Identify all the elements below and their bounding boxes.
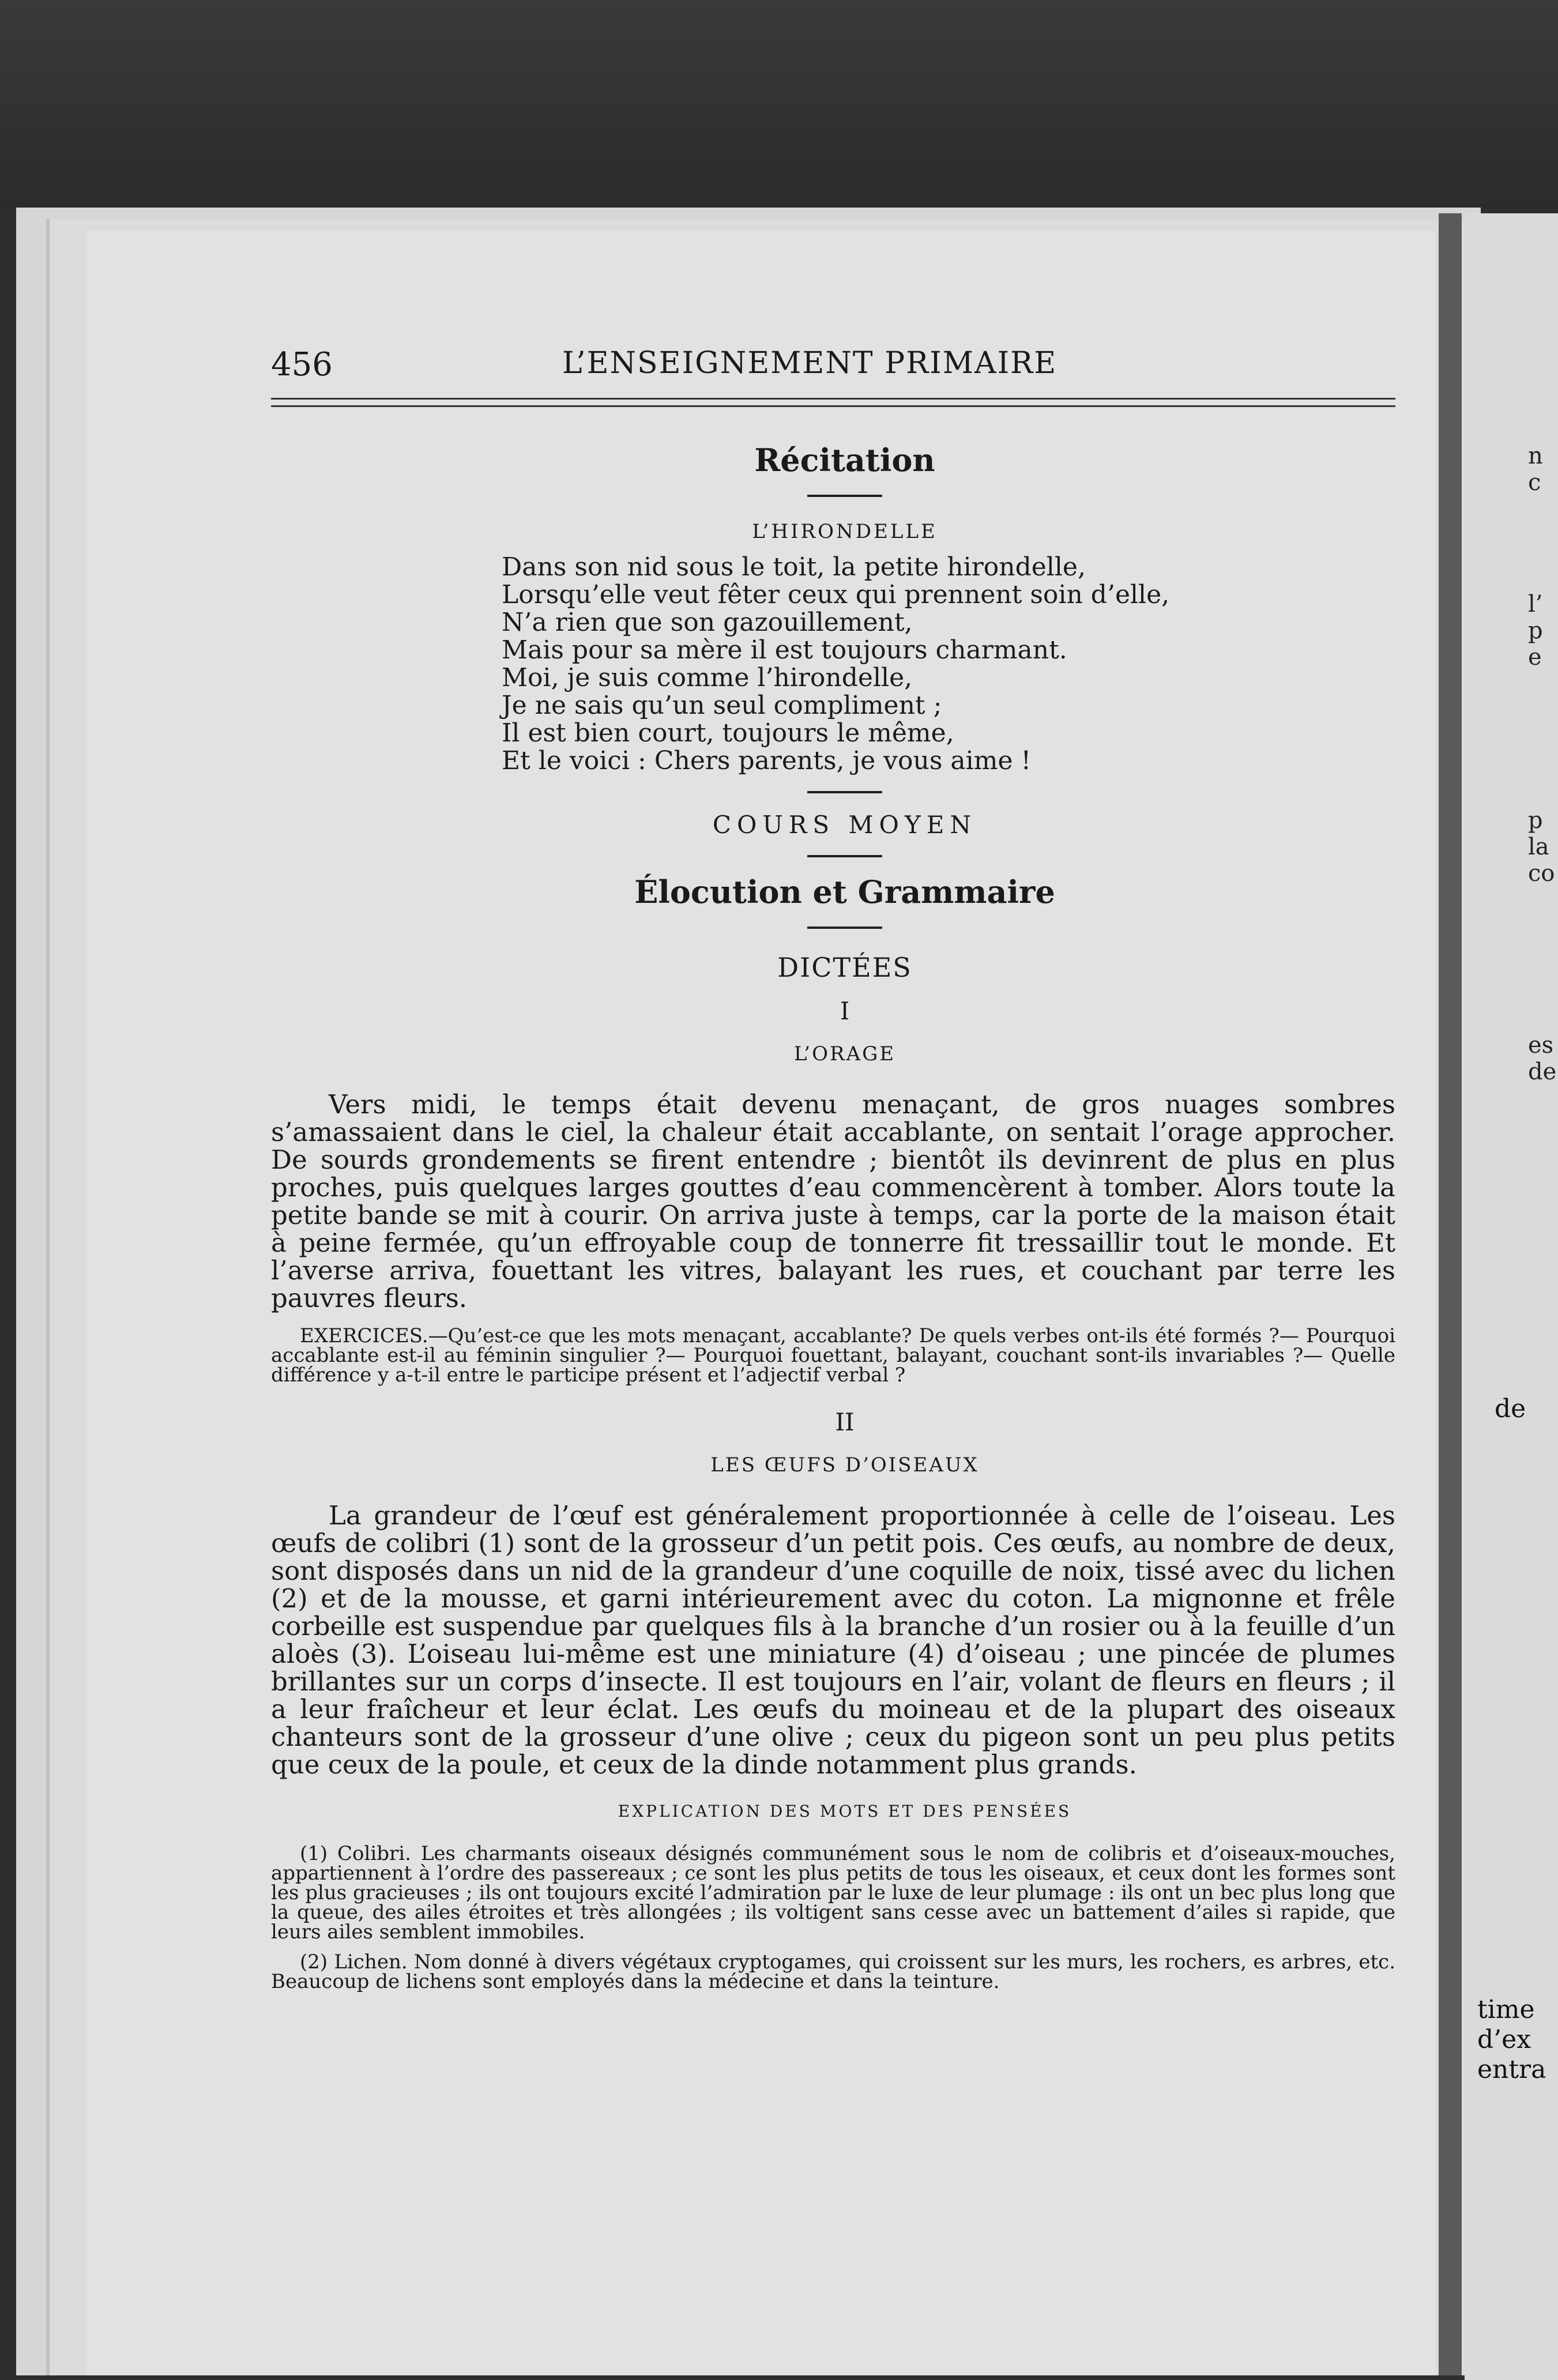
divider bbox=[807, 791, 882, 793]
dictee-numeral: II bbox=[835, 1408, 855, 1436]
dictee-text bbox=[271, 1091, 1395, 1312]
dictee-title: L’ORAGE bbox=[793, 1042, 896, 1065]
poem-line: Dans son nid sous le toit, la petite hirondelle, bbox=[502, 552, 1086, 582]
dictees-heading: DICTÉES bbox=[777, 952, 912, 983]
journal-title: L’ENSEIGNEMENT PRIMAIRE bbox=[562, 346, 1058, 381]
dictee-text bbox=[271, 1502, 1395, 1779]
facing-page-fragment: es de bbox=[1528, 1032, 1557, 1085]
cours-moyen-heading: COURS MOYEN bbox=[712, 811, 977, 839]
page-number: 456 bbox=[271, 346, 333, 383]
facing-page-fragment: p la co bbox=[1528, 807, 1555, 887]
poem-line: Il est bien court, toujours le même, bbox=[502, 718, 954, 748]
footnotes bbox=[271, 1844, 1395, 1991]
section-title-elocution: Élocution et Grammaire bbox=[634, 873, 1055, 910]
explanation-heading: EXPLICATION DES MOTS ET DES PENSÉES bbox=[618, 1802, 1072, 1821]
poem bbox=[502, 553, 1418, 775]
exercises bbox=[271, 1326, 1395, 1385]
facing-page-fragment: time d’ex entra bbox=[1477, 1995, 1546, 2084]
section-title-recitation: Récitation bbox=[754, 442, 935, 479]
exercises-text: EXERCICES.—Qu’est-ce que les mots menaçant, accablante? De quels verbes ont-ils été formés ?— Pourquoi accablante est-il au féminin singulier ?— Pourquoi fouettant, balayant, couchant sont-ils invariables ?— Quelle différence y a-t-il entre le participe présent et l’adjectif verbal ? bbox=[271, 1324, 1395, 1387]
dictee-paragraph: La grandeur de l’œuf est généralement proportionnée à celle de l’oiseau. Les œufs de colibri (1) sont de la grosseur d’un petit pois. Ces œufs, au nombre de deux, sont disposés dans un nid de la grandeur d’une coquille de noix, tissé avec du lichen (2) et de la mousse, et garni intérieurement avec du coton. La mignonne et frêle corbeille est suspendue par quelques fils à la branche d’un rosier ou à la feuille d’un aloès (3). L’oiseau lui-même est une miniature (4) d’oiseau ; une pincée de plumes brillantes sur un corps d’insecte. Il est toujours en l’air, volant de fleurs en fleurs ; il a leur fraîcheur et leur éclat. Les œufs du moineau et de la plupart des oiseaux chanteurs sont de la grosseur d’une olive ; ceux du pigeon sont un peu plus petits que ceux de la poule, et ceux de la dinde notamment plus grands. bbox=[271, 1500, 1395, 1780]
poem-line: Moi, je suis comme l’hirondelle, bbox=[502, 663, 913, 692]
scan-background bbox=[0, 0, 1558, 208]
footnote: (2) Lichen. Nom donné à divers végétaux cryptogames, qui croissent sur les murs, les rochers, es arbres, etc. Beaucoup de lichens sont employés dans la médecine et dans la teinture. bbox=[271, 1950, 1395, 1993]
poem-line: Lorsqu’elle veut fêter ceux qui prennent soin d’elle, bbox=[502, 580, 1170, 609]
dictee-title: LES ŒUFS D’OISEAUX bbox=[710, 1453, 979, 1477]
header-rule bbox=[271, 398, 1395, 407]
running-head bbox=[271, 340, 1418, 386]
facing-page-fragment: l’ p e bbox=[1528, 591, 1543, 671]
facing-page-fragment: de bbox=[1495, 1394, 1526, 1424]
footnote: (1) Colibri. Les charmants oiseaux désignés communément sous le nom de colibris et d’oiseaux-mouches, appartiennent à l’ordre des passereaux ; ce sont les plus petits de tous les oiseaux, et ceux dont les formes sont les plus gracieuses ; ils ont toujours excité l’admiration par le luxe de leur plumage : ils ont un bec plus long que la queue, des ailes étroites et très allongées ; ils voltigent sans cesse avec un battement d’ailes si rapide, que leurs ailes semblent immobiles. bbox=[271, 1842, 1395, 1944]
divider bbox=[807, 855, 882, 857]
page-content bbox=[271, 340, 1418, 2002]
poem-line: N’a rien que son gazouillement, bbox=[502, 608, 913, 637]
book-spine bbox=[1439, 213, 1462, 2375]
poem-line: Et le voici : Chers parents, je vous aime ! bbox=[502, 746, 1032, 775]
poem-title: L’HIRONDELLE bbox=[752, 520, 938, 543]
divider bbox=[807, 927, 882, 929]
divider bbox=[807, 495, 882, 497]
facing-page-fragment: n c bbox=[1528, 443, 1543, 496]
poem-line: Je ne sais qu’un seul compliment ; bbox=[502, 691, 942, 720]
dictee-numeral: I bbox=[840, 997, 850, 1025]
dictee-paragraph: Vers midi, le temps était devenu menaçant, de gros nuages sombres s’amassaient dans le ciel, la chaleur était accablante, on sentait l’orage approcher. De sourds grondements se firent entendre ; bientôt ils devinrent de plus en plus proches, puis quelques larges gouttes d’eau commencèrent à tomber. Alors toute la petite bande se mit à courir. On arriva juste à temps, car la porte de la maison était à peine fermée, qu’un effroyable coup de tonnerre fit tressaillir tout le monde. Et l’averse arriva, fouettant les vitres, balayant les rues, et couchant par terre les pauvres fleurs. bbox=[271, 1089, 1395, 1313]
poem-line: Mais pour sa mère il est toujours charmant. bbox=[502, 635, 1067, 665]
